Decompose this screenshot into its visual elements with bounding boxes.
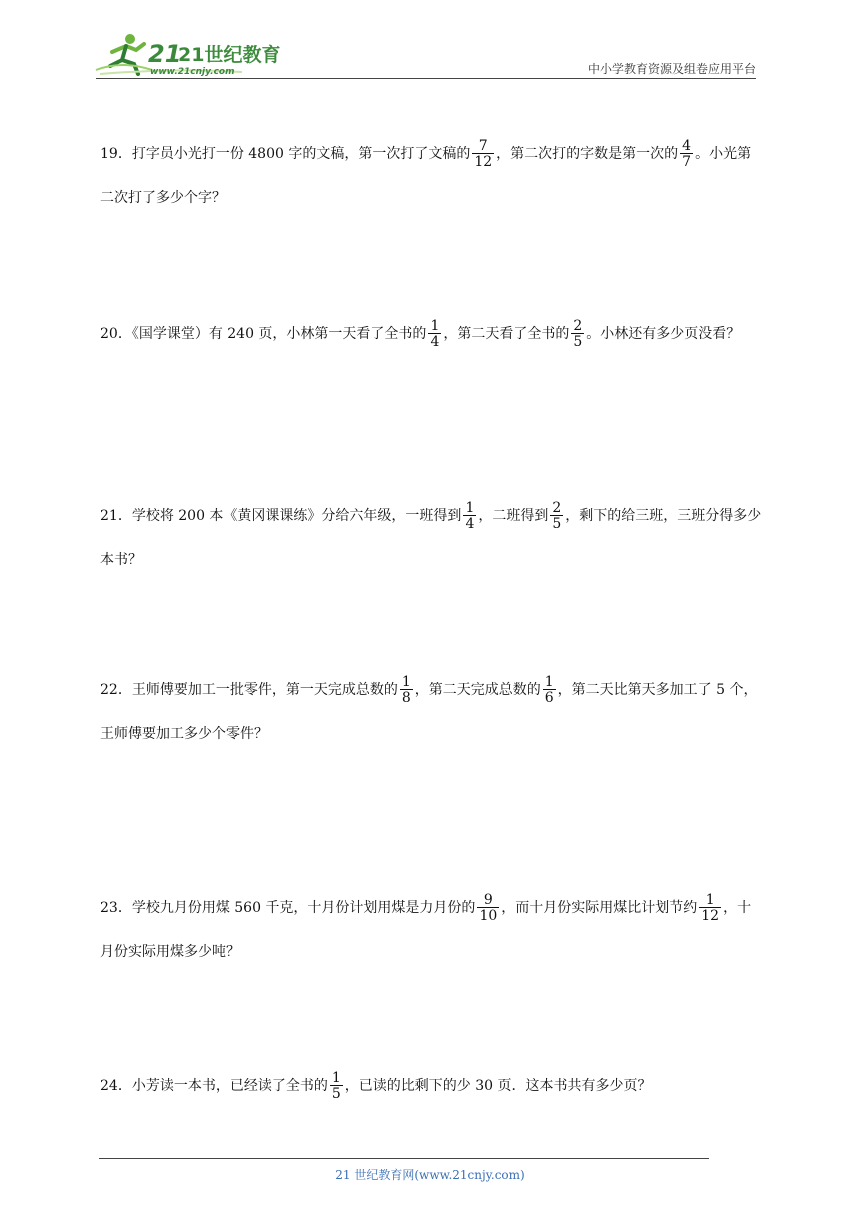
footer-divider <box>99 1158 709 1159</box>
fraction: $\frac{2}{5}$ <box>552 500 562 532</box>
fraction: $\frac{9}{10}$ <box>479 892 498 924</box>
question-20: 20．《国学课堂）有 240 页，小林第一天看了全书的 $\frac{1}{4}$ ，第二天看了全书的 $\frac{2}{5}$ 。小林还有多少页没看？ <box>100 318 741 350</box>
fraction: $\frac{1}{6}$ <box>544 674 554 706</box>
question-24: 24．小芳读一本书，已经读了全书的 $\frac{1}{5}$ ，已读的比剩下的少 30 页．这本书共有多少页？ <box>100 1070 652 1102</box>
logo-text: 21世纪教育 <box>178 44 281 66</box>
svg-text:21: 21 <box>148 40 182 68</box>
header-divider <box>96 78 756 79</box>
runner-logo-icon <box>92 30 292 80</box>
question-21: 21．学校将 200 本《黄冈课课练》分给六年级，一班得到 $\frac{1}{4}$ ，二班得到 $\frac{2}{5}$ ，剩下的给三班，三班分得多少本书？ <box>100 500 762 568</box>
fraction: $\frac{1}{5}$ <box>331 1070 341 1102</box>
fraction: $\frac{1}{4}$ <box>465 500 475 532</box>
fraction: $\frac{1}{8}$ <box>401 674 411 706</box>
platform-title: 中小学教育资源及组卷应用平台 <box>587 62 756 76</box>
fraction: $\frac{1}{12}$ <box>701 892 720 924</box>
logo-url: www.21cnjy.com <box>150 67 235 77</box>
question-19: 19．打字员小光打一份 4800 字的文稿，第一次打了文稿的 $\frac{7}{12}$ ，第二次打的字数是第一次的 $\frac{4}{7}$ 。小光第二次打了多少个字？ <box>100 138 752 206</box>
fraction: $\frac{7}{12}$ <box>474 138 493 170</box>
site-logo[interactable] <box>92 30 292 80</box>
fraction: $\frac{4}{7}$ <box>682 138 692 170</box>
footer-link[interactable]: 21 世纪教育网(www.21cnjy.com) <box>335 1168 525 1182</box>
question-22: 22．王师傅要加工一批零件，第一天完成总数的 $\frac{1}{8}$ ，第二天完成总数的 $\frac{1}{6}$ ，第二天比第天多加工了 5 个，王师傅要加工多少个零件？ <box>100 674 758 742</box>
fraction: $\frac{2}{5}$ <box>573 318 583 350</box>
fraction: $\frac{1}{4}$ <box>430 318 440 350</box>
page-header <box>0 0 860 80</box>
question-23: 23．学校九月份用煤 560 千克，十月份计划用煤是力月份的 $\frac{9}{10}$ ，而十月份实际用煤比计划节约 $\frac{1}{12}$ ，十月份实际用煤多少吨？ <box>100 892 752 960</box>
